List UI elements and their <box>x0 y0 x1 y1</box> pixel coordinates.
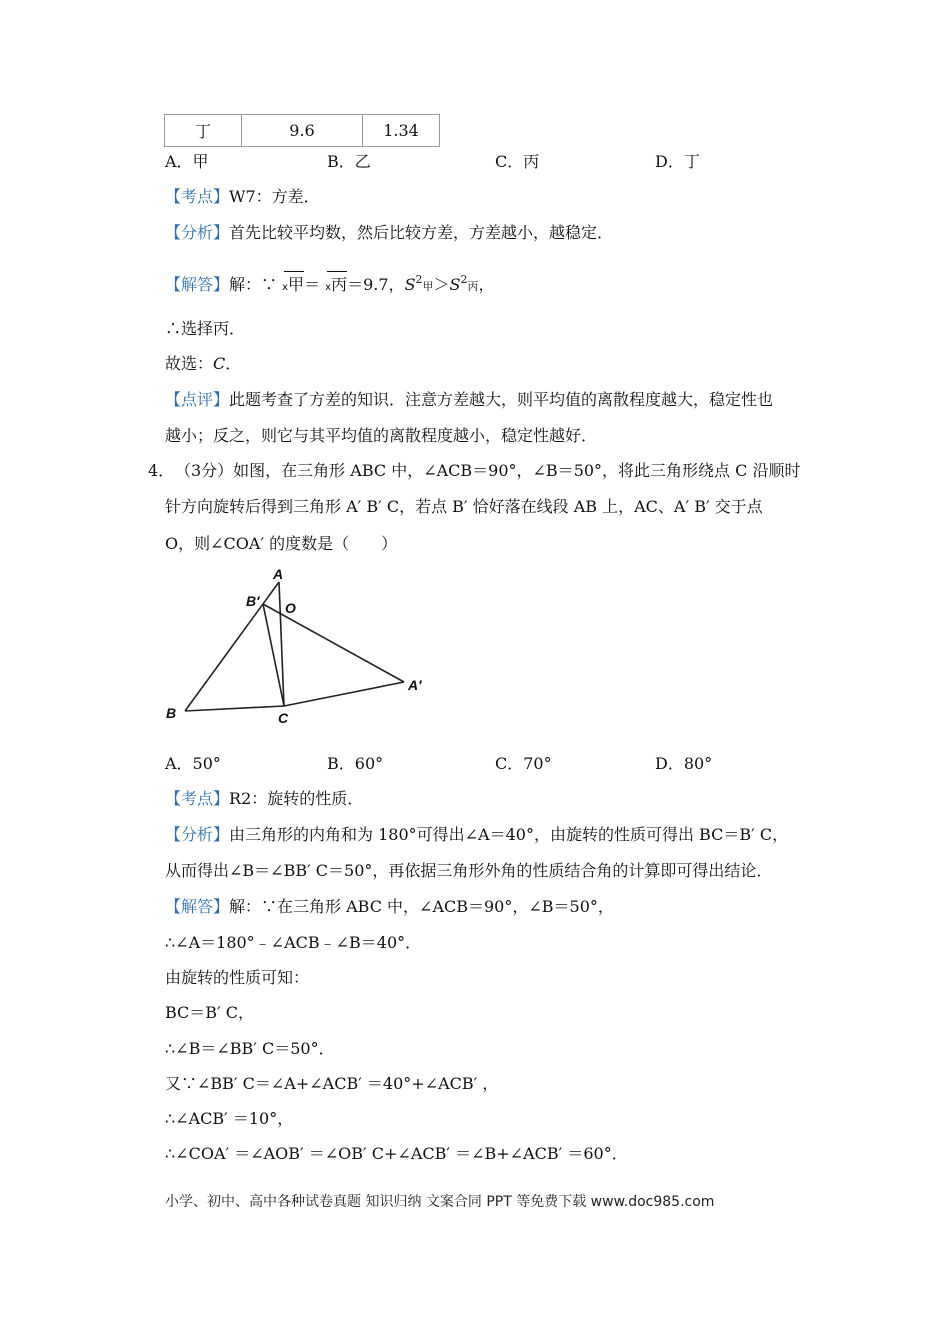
mean-bing <box>325 271 347 299</box>
q4-solution-line: ∴∠COA′ ＝∠AOB′ ＝∠OB′ C+∠ACB′ ＝∠B+∠ACB′ ＝60°． <box>165 1144 628 1163</box>
jieda-tag: 【解答】 <box>165 897 230 916</box>
table-cell-variance: 1.34 <box>363 115 440 147</box>
page-footer: 小学、初中、高中各种试卷真题 知识归纳 文案合同 PPT 等免费下载 www.doc985.com <box>165 1194 715 1210</box>
equals: ＝ <box>304 275 321 294</box>
table-row <box>165 115 440 147</box>
label-o: O <box>285 600 296 616</box>
label-c: C <box>278 710 289 726</box>
jieda-text-1: 解：∵在三角形 ABC 中，∠ACB＝90°，∠B＝50°， <box>229 897 614 916</box>
s-symbol: S <box>404 275 416 294</box>
q3-option-b: B．乙 <box>327 152 371 171</box>
kaodian-text: W7：方差． <box>229 187 320 206</box>
seg-a-b <box>185 582 279 711</box>
label-b: B <box>166 705 177 721</box>
q4-number: 4． <box>148 461 175 480</box>
q3-answer <box>165 353 241 375</box>
q3-dianping-2: 越小；反之，则它与其平均值的离散程度越小，稳定性越好． <box>165 426 598 445</box>
q4-solution-line: ∴∠B＝∠BB′ C＝50°． <box>165 1039 335 1058</box>
fenxi-text-1: 由三角形的内角和为 180°可得出∠A＝40°，由旋转的性质可得出 BC＝B′ C， <box>229 825 789 844</box>
q4-option-a: A．50° <box>165 754 221 773</box>
answer-prefix: 故选： <box>165 354 214 373</box>
table-cell-name: 丁 <box>165 115 242 147</box>
s-symbol: S <box>449 275 461 294</box>
kaodian-text: R2：旋转的性质． <box>229 789 364 808</box>
q3-option-a: A．甲 <box>165 152 209 171</box>
kaodian-tag: 【考点】 <box>165 789 230 808</box>
q4-stem-2: 针方向旋转后得到三角形 A′ B′ C，若点 B′ 恰好落在线段 AB 上，AC、A′ B′ 交于点 <box>165 497 763 516</box>
dianping-text-1: 此题考查了方差的知识．注意方差越大，则平均值的离散程度越大，稳定性也 <box>229 390 774 409</box>
mean-jia <box>282 271 304 299</box>
q4-option-c: C．70° <box>495 754 552 773</box>
q3-dianping-1 <box>165 389 773 411</box>
q3-fenxi <box>165 222 613 244</box>
jieda-prefix: 解：∵ <box>229 275 278 294</box>
x-bar-char: x <box>282 282 289 293</box>
triangle-figure <box>160 560 440 730</box>
q4-option-b: B．60° <box>327 754 384 773</box>
q4-jieda-1 <box>165 896 614 918</box>
x-bar-char: x <box>325 282 332 293</box>
q3-kaodian <box>165 186 320 208</box>
label-b-prime: B′ <box>246 593 260 609</box>
jia-char: 甲 <box>288 275 305 294</box>
fenxi-text: 首先比较平均数，然后比较方差，方差越小，越稳定． <box>229 223 614 242</box>
fenxi-tag: 【分析】 <box>165 223 230 242</box>
q3-jieda <box>165 269 495 299</box>
seg-ap-c <box>284 682 404 706</box>
variance-table <box>164 114 440 147</box>
q3-conclusion: ∴选择丙． <box>165 319 246 338</box>
q4-stem-3: O，则∠COA′ 的度数是（ ） <box>165 534 398 553</box>
q4-stem-1: （3分）如图，在三角形 ABC 中，∠ACB＝90°，∠B＝50°，将此三角形绕点 C 沿顺时 <box>175 461 801 480</box>
q3-option-d: D．丁 <box>655 152 700 171</box>
q4-solution-line: 又∵∠BB′ C＝∠A+∠ACB′ ＝40°+∠ACB′ ， <box>165 1074 499 1093</box>
q3-option-c: C．丙 <box>495 152 540 171</box>
jieda-tag: 【解答】 <box>165 275 230 294</box>
q4-fenxi-1 <box>165 824 788 846</box>
equals-value: ＝9.7， <box>347 275 405 294</box>
answer-letter: C <box>213 354 226 373</box>
greater-than: ＞ <box>433 275 450 294</box>
comma: ， <box>478 275 495 294</box>
dianping-tag: 【点评】 <box>165 390 230 409</box>
sub-bing: 丙 <box>467 280 479 293</box>
seg-b-c <box>185 706 284 711</box>
q4-solution-line: BC＝B′ C， <box>165 1003 255 1022</box>
table-cell-mean: 9.6 <box>242 115 363 147</box>
bing-char: 丙 <box>331 275 348 294</box>
q4-solution-line: ∴∠ACB′ ＝10°， <box>165 1109 294 1128</box>
q4-solution-line: 由旋转的性质可知： <box>165 968 310 987</box>
kaodian-tag: 【考点】 <box>165 187 230 206</box>
q4-solution-line: ∴∠A＝180°﹣∠ACB﹣∠B＝40°． <box>165 933 422 952</box>
square: 2 <box>460 273 468 286</box>
fenxi-tag: 【分析】 <box>165 825 230 844</box>
label-a: A <box>273 566 284 582</box>
q4-option-d: D．80° <box>655 754 713 773</box>
label-a-prime: A′ <box>408 677 422 693</box>
q4-kaodian <box>165 788 363 810</box>
square: 2 <box>415 273 423 286</box>
q4-fenxi-2: 从而得出∠B＝∠BB′ C＝50°，再依据三角形外角的性质结合角的计算即可得出结论． <box>165 861 773 880</box>
answer-end: ． <box>225 354 242 373</box>
sub-jia: 甲 <box>422 280 434 293</box>
